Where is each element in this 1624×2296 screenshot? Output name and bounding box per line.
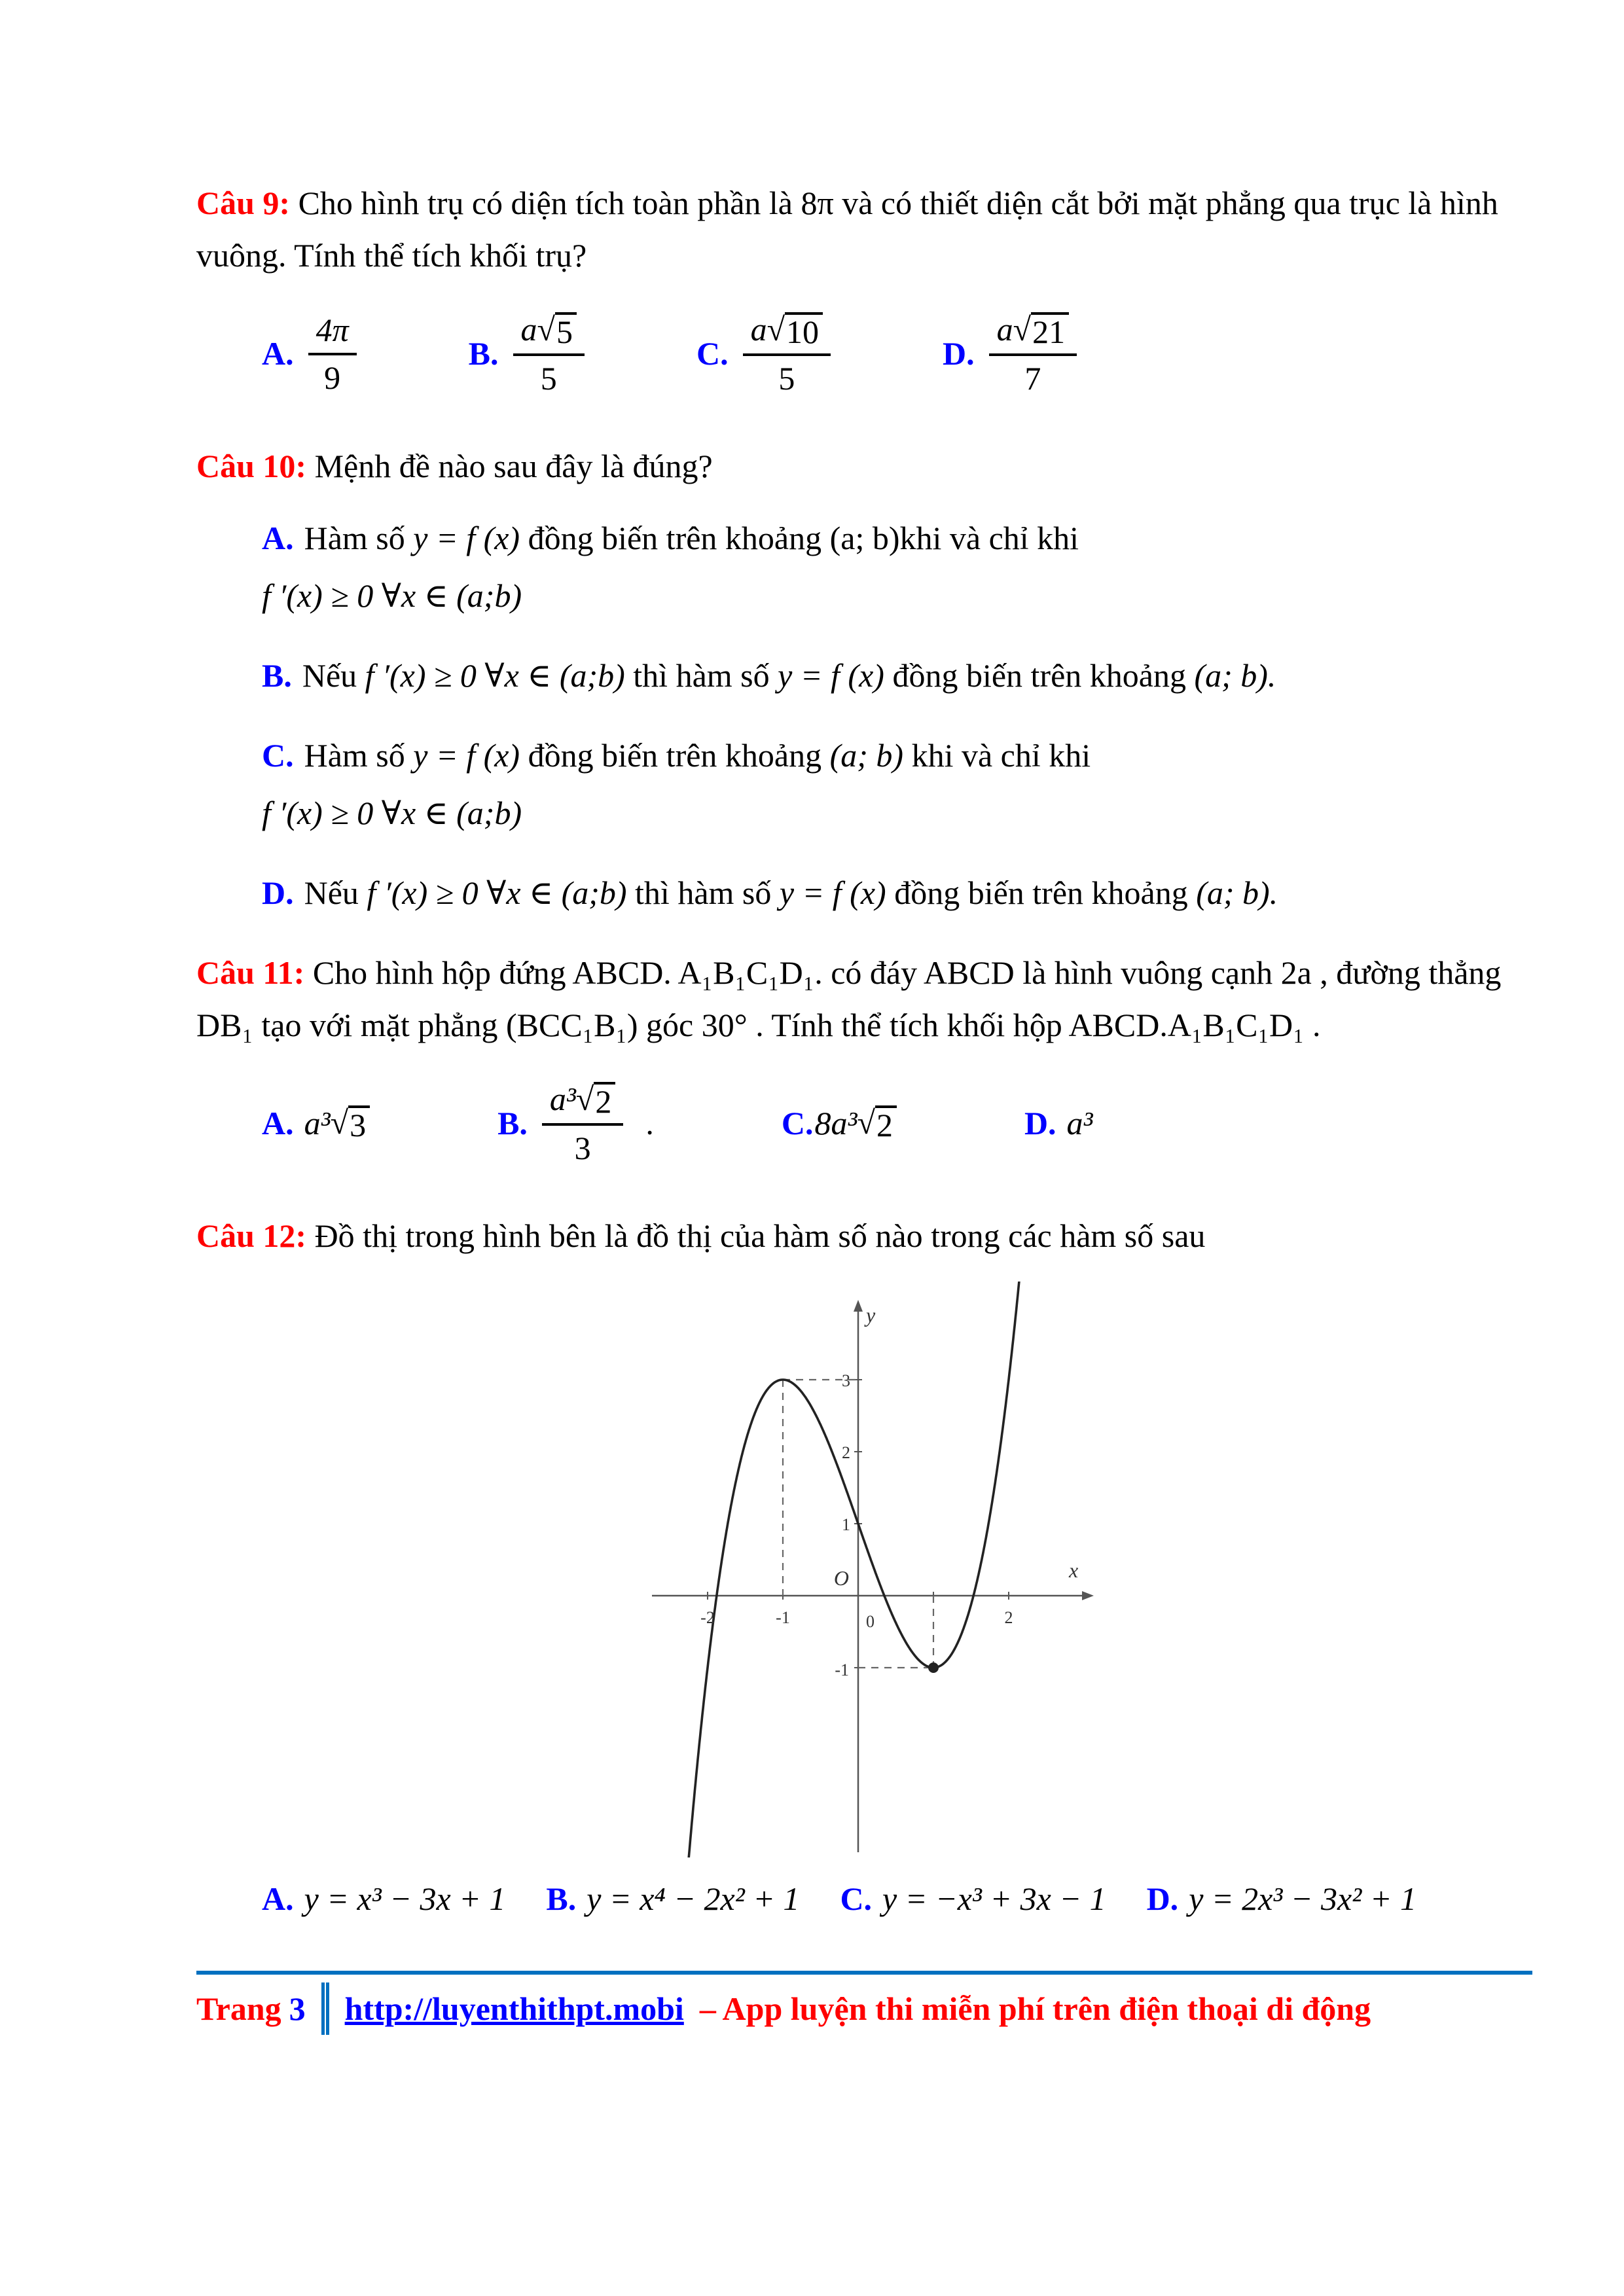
fraction-denominator: 3 <box>574 1129 591 1166</box>
fraction-denominator: 9 <box>324 359 341 396</box>
footer-link[interactable]: http://luyenthithpt.mobi <box>344 1990 684 2027</box>
function-curve <box>686 1282 1019 1857</box>
function-graph <box>636 1282 1094 1857</box>
question-9-body: Cho hình trụ có diện tích toàn phần là 8π và có thiết diện cắt bởi mặt phẳng qua trục là hình vuông. Tính thể tích khối trụ? <box>196 185 1498 274</box>
x-axis-label: x <box>1068 1558 1078 1582</box>
radicand: 10 <box>785 312 823 350</box>
option-letter-d: D. <box>943 335 975 372</box>
option-10-a-line2 <box>262 569 1532 622</box>
option-10-c <box>262 729 1532 839</box>
question-12-text <box>196 1210 1532 1262</box>
option-12-c <box>840 1880 1106 1918</box>
variable: a³ <box>549 1081 576 1117</box>
text: thì hàm số <box>624 657 778 694</box>
option-11-d <box>1024 1105 1093 1143</box>
formula: f ′(x) ≥ 0 ∀x ∈ (a;b) <box>262 795 522 831</box>
page-footer <box>196 1971 1532 2035</box>
option-9-a <box>262 312 361 397</box>
local-min-point <box>928 1662 939 1673</box>
option-letter-b: B. <box>262 657 292 694</box>
text: đồng biến trên khoảng <box>886 874 1197 911</box>
option-10-b <box>262 649 1532 702</box>
fraction-numerator <box>989 311 1077 356</box>
y-axis-arrow <box>854 1300 863 1312</box>
question-12 <box>196 1210 1532 1918</box>
option-9-c <box>696 311 835 397</box>
question-11 <box>196 946 1532 1167</box>
question-9-label: Câu 9: <box>196 185 291 221</box>
radical-sign: √ <box>857 1103 875 1141</box>
fraction-denominator: 7 <box>1024 359 1041 397</box>
text: khi và chỉ khi <box>903 737 1091 774</box>
sqrt <box>576 1082 615 1119</box>
radicand: 2 <box>875 1105 897 1143</box>
option-letter-a: A. <box>262 335 294 372</box>
x-tick-2: 2 <box>1004 1608 1013 1627</box>
y-tick-neg1: -1 <box>834 1660 849 1679</box>
option-letter-c: C. <box>781 1105 814 1142</box>
origin-label: O <box>833 1566 849 1590</box>
x-axis-arrow <box>1082 1591 1094 1600</box>
formula: f ′(x) ≥ 0 ∀x ∈ (a;b) <box>365 657 625 694</box>
formula: y = f (x) <box>778 657 884 694</box>
question-11-text <box>196 946 1532 1051</box>
fraction <box>743 311 831 397</box>
option-9-d <box>943 311 1081 397</box>
option-letter-a: A. <box>262 520 294 556</box>
question-12-label: Câu 12: <box>196 1217 307 1254</box>
text: đồng biến trên khoảng <box>520 737 830 774</box>
question-12-options <box>262 1880 1532 1918</box>
x-tick-neg2: -2 <box>700 1608 715 1627</box>
fraction-numerator <box>513 311 585 356</box>
question-11-label: Câu 11: <box>196 954 305 991</box>
question-10-label: Câu 10: <box>196 448 307 484</box>
option-10-d <box>262 867 1532 919</box>
question-10-body: Mệnh đề nào sau đây là đúng? <box>314 448 713 484</box>
fraction <box>308 312 357 397</box>
interval: (a; b) <box>829 737 904 774</box>
radical-sign: √ <box>767 311 785 348</box>
option-letter-c: C. <box>840 1880 873 1917</box>
text: đồng biến trên khoảng (a; b)khi và chỉ khi <box>520 520 1079 556</box>
formula: y = f (x) <box>779 874 886 911</box>
question-10 <box>196 440 1532 919</box>
footer-divider <box>321 1982 329 2035</box>
option-10-c-line2 <box>262 787 1532 839</box>
formula: y = 2x³ − 3x² + 1 <box>1189 1880 1416 1917</box>
option-letter-c: C. <box>696 335 729 372</box>
sqrt <box>767 312 823 350</box>
y-axis-label: y <box>865 1303 875 1327</box>
option-letter-b: B. <box>546 1880 577 1917</box>
fraction-denominator: 5 <box>778 359 795 397</box>
option-letter-a: A. <box>262 1105 294 1142</box>
formula: y = −x³ + 3x − 1 <box>882 1880 1106 1917</box>
option-letter-d: D. <box>1146 1880 1179 1917</box>
page-number-block <box>196 1982 306 2035</box>
variable: 8a³ <box>814 1105 857 1142</box>
radicand: 5 <box>555 312 577 350</box>
text: thì hàm số <box>626 874 780 911</box>
text: Hàm số <box>304 737 414 774</box>
interval: (a; b). <box>1196 874 1278 911</box>
option-letter-b: B. <box>468 335 499 372</box>
sqrt <box>537 312 577 350</box>
option-10-a <box>262 512 1532 622</box>
option-10-d-line1 <box>262 867 1532 919</box>
fraction-numerator <box>542 1081 623 1126</box>
sqrt <box>857 1105 896 1143</box>
option-10-c-line1 <box>262 729 1532 781</box>
option-letter-b: B. <box>497 1105 528 1142</box>
text: Hàm số <box>304 520 414 556</box>
y-tick-1: 1 <box>841 1515 850 1534</box>
option-letter-c: C. <box>262 737 294 774</box>
radical-sign: √ <box>575 1081 594 1117</box>
period: . <box>645 1105 654 1142</box>
option-12-d <box>1147 1880 1416 1918</box>
option-9-b <box>469 311 588 397</box>
option-letter-a: A. <box>262 1880 294 1917</box>
radicand: 3 <box>348 1105 370 1143</box>
option-letter-d: D. <box>262 874 294 911</box>
page-word: Trang <box>196 1990 281 2027</box>
fraction <box>542 1081 623 1167</box>
question-11-options <box>262 1081 1532 1167</box>
fraction-denominator: 5 <box>540 359 557 397</box>
question-9-text <box>196 177 1532 281</box>
fraction <box>513 311 585 397</box>
text: Nếu <box>302 657 365 694</box>
radical-sign: √ <box>330 1103 349 1141</box>
variable: a <box>750 311 767 348</box>
formula: y = f (x) <box>413 737 520 774</box>
option-letter-d: D. <box>1024 1105 1056 1142</box>
zero-label: 0 <box>865 1612 875 1631</box>
option-10-b-line1 <box>262 649 1532 702</box>
formula: f ′(x) ≥ 0 ∀x ∈ (a;b) <box>367 874 627 911</box>
y-tick-2: 2 <box>841 1443 850 1462</box>
question-12-body: Đồ thị trong hình bên là đồ thị của hàm số nào trong các hàm số sau <box>314 1217 1206 1254</box>
page-number: 3 <box>289 1990 306 2027</box>
graph-svg <box>636 1282 1094 1857</box>
sqrt <box>331 1105 370 1143</box>
formula: f ′(x) ≥ 0 ∀x ∈ (a;b) <box>262 577 522 614</box>
sqrt <box>1013 312 1069 350</box>
text: đồng biến trên khoảng <box>884 657 1195 694</box>
variable: a³ <box>1066 1105 1093 1142</box>
fraction-numerator: 4π <box>308 312 357 356</box>
question-9-options <box>262 311 1532 397</box>
formula: y = f (x) <box>413 520 520 556</box>
y-tick-3: 3 <box>841 1371 850 1390</box>
option-10-a-line1 <box>262 512 1532 564</box>
footer-tagline: – App luyện thi miễn phí trên điện thoại di động <box>699 1990 1371 2027</box>
variable: a <box>996 311 1013 348</box>
question-9 <box>196 177 1532 397</box>
radicand: 2 <box>594 1082 615 1119</box>
radicand: 21 <box>1031 312 1069 350</box>
formula: y = x⁴ − 2x² + 1 <box>586 1880 800 1917</box>
variable: a³ <box>304 1105 331 1142</box>
x-tick-neg1: -1 <box>775 1608 790 1627</box>
interval: (a; b). <box>1194 657 1276 694</box>
fraction <box>989 311 1077 397</box>
option-11-a <box>262 1105 370 1143</box>
fraction-numerator <box>743 311 831 356</box>
text: Nếu <box>304 874 367 911</box>
radical-sign: √ <box>1013 311 1032 348</box>
question-10-text <box>196 440 1532 492</box>
formula: y = x³ − 3x + 1 <box>304 1880 506 1917</box>
option-11-c <box>782 1105 897 1143</box>
radical-sign: √ <box>537 311 555 348</box>
option-12-b <box>546 1880 799 1918</box>
option-12-a <box>262 1880 505 1918</box>
question-11-body: Cho hình hộp đứng ABCD. A₁B₁C₁D₁. có đáy ABCD là hình vuông cạnh 2a , đường thẳng DB₁ tạo với mặt phẳng (BCC₁B₁) góc 30° . Tính thể tích khối hộp ABCD.A₁B₁C₁D₁ . <box>196 954 1502 1043</box>
variable: a <box>520 311 537 348</box>
option-11-b <box>497 1081 654 1167</box>
